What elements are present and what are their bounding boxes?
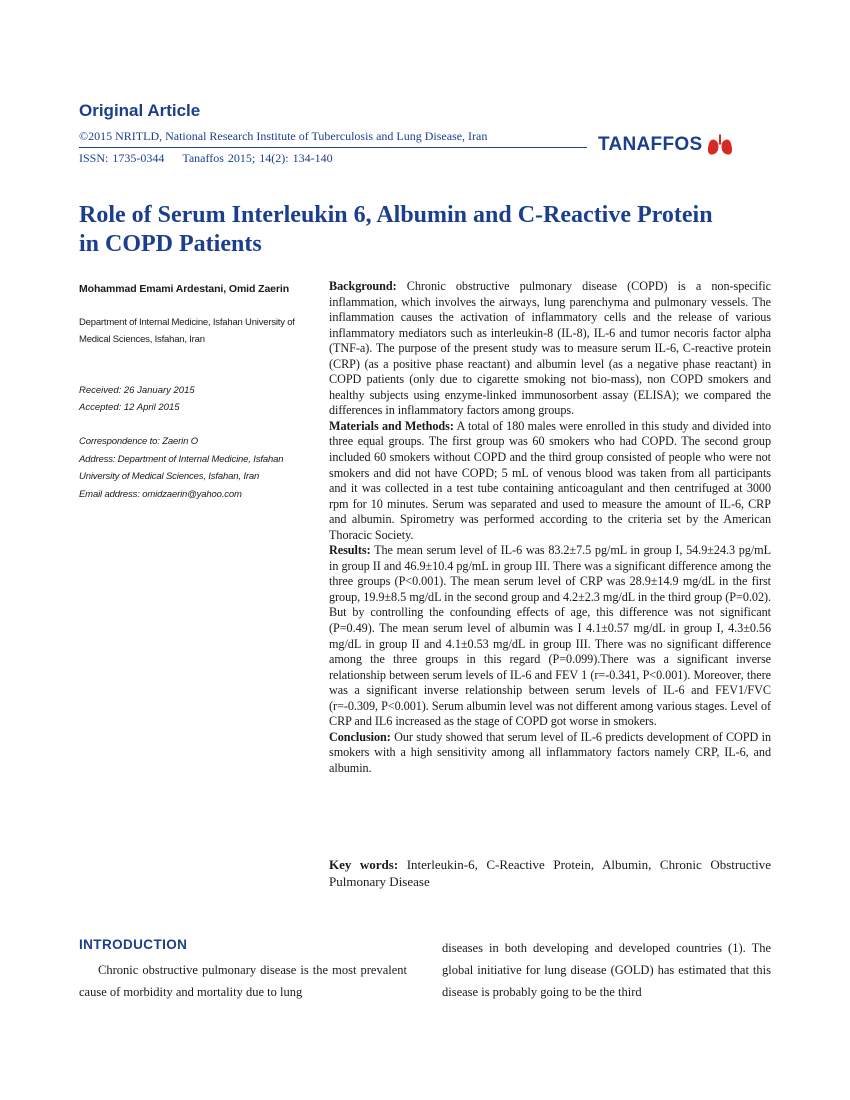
- body-column-right: [442, 937, 771, 1003]
- journal-logo-text: TANAFFOS: [598, 134, 703, 155]
- body-column-left: [79, 959, 407, 1003]
- citation: Tanaffos 2015; 14(2): 134-140: [182, 151, 333, 165]
- header-divider: [79, 147, 587, 148]
- issn-line: [79, 151, 333, 166]
- background-label: Background:: [329, 279, 397, 293]
- keywords-text: Interleukin-6, C-Reactive Protein, Albumin, Chronic Obstructive Pulmonary Disease: [329, 857, 771, 889]
- accepted-date: Accepted: 12 April 2015: [79, 402, 180, 413]
- affiliation: Department of Internal Medicine, Isfahan University of Medical Sciences, Isfahan, Iran: [79, 317, 295, 345]
- copyright-line: ©2015 NRITLD, National Research Institute of Tuberculosis and Lung Disease, Iran: [79, 129, 488, 143]
- keywords: [329, 856, 771, 890]
- results-label: Results:: [329, 543, 371, 558]
- intro-paragraph: Chronic obstructive pulmonary disease is the most prevalent cause of morbidity and mortality due to lung: [79, 963, 407, 999]
- abstract-background: [329, 279, 771, 419]
- introduction-heading: INTRODUCTION: [79, 937, 188, 952]
- conclusion-text: Our study showed that serum level of IL-6 predicts development of COPD in smokers with a high sensitivity among all inflammatory factors namely CRP, IL-6, and albumin.: [329, 729, 771, 775]
- abstract-results: [329, 543, 771, 730]
- abstract-methods: [329, 419, 771, 543]
- issn: ISSN: 1735-0344: [79, 151, 165, 165]
- journal-logo: [598, 134, 733, 156]
- abstract-conclusion: [329, 730, 771, 777]
- methods-label: Materials and Methods:: [329, 418, 454, 433]
- conclusion-label: Conclusion:: [329, 729, 391, 744]
- correspondence-block: [79, 433, 314, 503]
- article-title: Role of Serum Interleukin 6, Albumin and C-Reactive Protein in COPD Patients: [79, 202, 713, 257]
- lungs-icon: [707, 134, 733, 156]
- background-text: Chronic obstructive pulmonary disease (COPD) is a non-specific inflammation, which involves the airways, lung parenchyma and pulmonary vessels. The inflammation causes the activation of inflammatory cells and the release of various inflammatory mediators such as interleukin-8 (IL-8), IL-6 and tumor necoris factor alpha (TNF-a). The purpose of the present study was to measure serum IL-6, C-reactive protein (CRP) (as a positive phase reactant) and albumin level (as a negative phase reactant) in COPD patients (only due to cigarette smoking not bio-mass), non COPD smokers and healthy subjects using enzyme-linked immunosorbent assay (ELISA); we compared the differences in inflammatory factors among groups.: [329, 279, 771, 418]
- email: Email address: omidzaerin@yahoo.com: [79, 488, 242, 500]
- keywords-label: Key words:: [329, 857, 399, 872]
- intro-paragraph-continued: diseases in both developing and developed countries (1). The global initiative for lung disease (GOLD) has estimated that this disease is probably going to be the third: [442, 941, 771, 999]
- article-type: Original Article: [79, 101, 201, 120]
- correspondence: Correspondence to: Zaerin O: [79, 436, 198, 447]
- methods-text: A total of 180 males were enrolled in this study and divided into three equal groups. The first group was 60 smokers who had COPD. The second group included 60 smokers without COPD and the third group consisted of people who were not smokers and did not have COPD; 5 mL of venous blood was taken from all participants and it was collected in a test tube containing anticoagulant and then centrifuged at 3000 rpm for 10 minutes. Serum was separated and used to measure the amount of IL-6, CRP and albumin. Spirometry was performed according to the criteria set by the American Thoracic Society.: [329, 418, 772, 542]
- authors: Mohammad Emami Ardestani, Omid Zaerin: [79, 283, 290, 295]
- abstract: [329, 279, 771, 777]
- address: Address: Department of Internal Medicine, Isfahan University of Medical Sciences, Isfahan, Iran: [79, 453, 284, 482]
- results-text: The mean serum level of IL-6 was 83.2±7.5 pg/mL in group I, 54.9±24.3 pg/mL in group II and 46.9±10.4 pg/mL in group III. There was a significant difference among the three groups (P<0.001). The mean serum level of CRP was 28.9±14.9 mg/dL in the first group, 19.9±8.5 mg/dL in the second group and 4.2±2.3 mg/dL in the third group (P=0.02). But by controlling the confounding effects of age, this difference was not significant (P=0.49). The mean serum level of albumin was I 4.1±0.57 mg/dL in group I, 4.3±0.56 mg/dL in group II and 4.1±0.53 mg/dL in group III. There was no significant difference among the three groups in this regard (P=0.099).There was a significant inverse relationship between serum levels of IL-6 and FEV 1 (r=-0.341, P<0.001). Moreover, there was a significant inverse relationship between serum levels of IL-6 and FEV1/FVC (r=-0.309, P<0.001). Serum albumin level was not different among various stages. Level of CRP and IL6 increased as the stage of COPD got worse in smokers.: [329, 543, 771, 729]
- article-dates: [79, 382, 195, 416]
- received-date: Received: 26 January 2015: [79, 385, 195, 396]
